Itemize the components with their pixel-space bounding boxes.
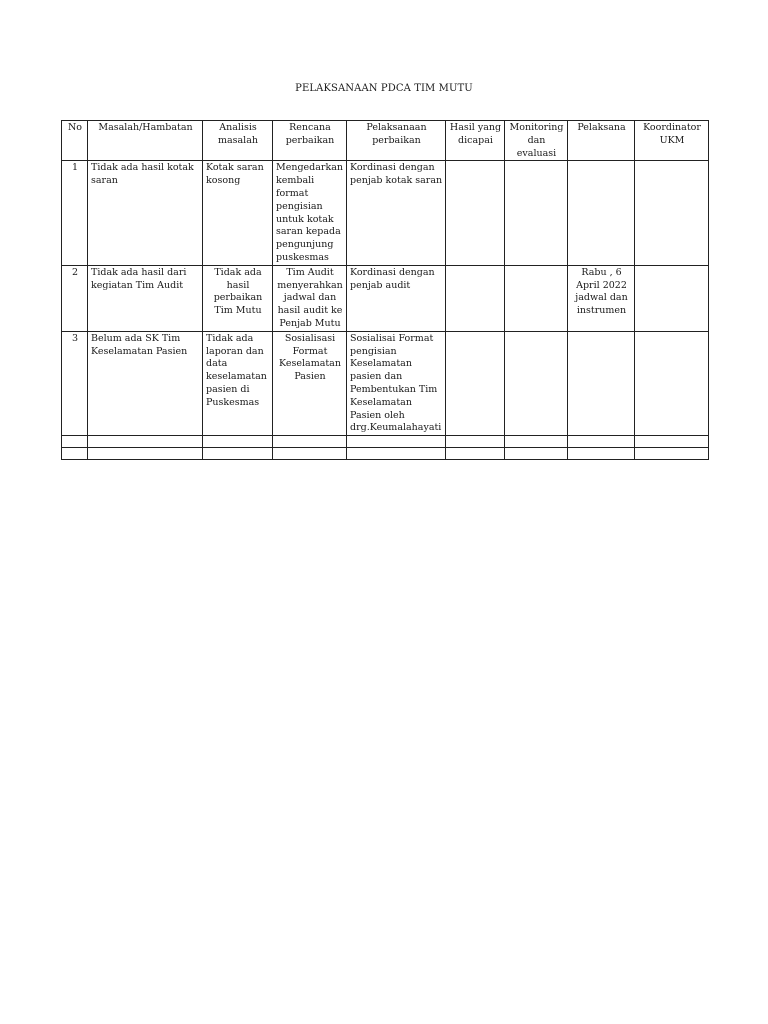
table-row <box>62 331 709 435</box>
cell-koordinator <box>635 161 709 265</box>
empty-row <box>62 436 709 448</box>
cell-masalah: Belum ada SK Tim Keselamatan Pasien <box>88 331 203 435</box>
cell-pelaksana <box>568 161 635 265</box>
cell-analisis: Tidak ada laporan dan data keselamatan pasien di Puskesmas <box>203 331 273 435</box>
cell-rencana: Mengedarkan kembali format pengisian untuk kotak saran kepada pengunjung puskesmas <box>273 161 347 265</box>
cell-monitoring <box>505 265 568 331</box>
cell-koordinator <box>635 265 709 331</box>
cell-no: 1 <box>62 161 88 265</box>
header-masalah: Masalah/Hambatan <box>88 121 203 161</box>
cell-koordinator <box>635 331 709 435</box>
cell-analisis: Kotak saran kosong <box>203 161 273 265</box>
empty-cell <box>446 448 505 460</box>
cell-masalah: Tidak ada hasil dari kegiatan Tim Audit <box>88 265 203 331</box>
cell-no: 2 <box>62 265 88 331</box>
header-pelaksana: Pelaksana <box>568 121 635 161</box>
cell-rencana: Sosialisasi Format Keselamatan Pasien <box>273 331 347 435</box>
cell-monitoring <box>505 331 568 435</box>
empty-cell <box>347 436 446 448</box>
empty-cell <box>62 436 88 448</box>
empty-cell <box>273 436 347 448</box>
table-row <box>62 265 709 331</box>
cell-hasil <box>446 331 505 435</box>
cell-no: 3 <box>62 331 88 435</box>
empty-row <box>62 448 709 460</box>
cell-analisis: Tidak ada hasil perbaikan Tim Mutu <box>203 265 273 331</box>
empty-cell <box>446 436 505 448</box>
empty-cell <box>88 436 203 448</box>
cell-pelaksanaan: Kordinasi dengan penjab kotak saran <box>347 161 446 265</box>
cell-pelaksana: Rabu , 6 April 2022 jadwal dan instrumen <box>568 265 635 331</box>
empty-cell <box>568 448 635 460</box>
empty-cell <box>62 448 88 460</box>
header-monitoring: Monitoring dan evaluasi <box>505 121 568 161</box>
empty-cell <box>347 448 446 460</box>
header-no: No <box>62 121 88 161</box>
empty-cell <box>568 436 635 448</box>
page-title: PELAKSANAAN PDCA TIM MUTU <box>295 83 473 94</box>
cell-hasil <box>446 161 505 265</box>
table-row <box>62 161 709 265</box>
cell-hasil <box>446 265 505 331</box>
table-header-row <box>62 121 709 161</box>
cell-masalah: Tidak ada hasil kotak saran <box>88 161 203 265</box>
header-koordinator: Koordinator UKM <box>635 121 709 161</box>
empty-cell <box>88 448 203 460</box>
header-rencana: Rencana perbaikan <box>273 121 347 161</box>
cell-pelaksanaan: Sosialisai Format pengisian Keselamatan pasien dan Pembentukan Tim Keselamatan Pasien oleh drg.Keumalahayati <box>347 331 446 435</box>
header-hasil: Hasil yang dicapai <box>446 121 505 161</box>
empty-cell <box>203 436 273 448</box>
empty-cell <box>273 448 347 460</box>
empty-cell <box>505 448 568 460</box>
pdca-table <box>61 120 709 460</box>
empty-cell <box>635 448 709 460</box>
cell-pelaksana <box>568 331 635 435</box>
cell-pelaksanaan: Kordinasi dengan penjab audit <box>347 265 446 331</box>
header-analisis: Analisis masalah <box>203 121 273 161</box>
empty-cell <box>505 436 568 448</box>
empty-cell <box>635 436 709 448</box>
header-pelaksanaan: Pelaksanaan perbaikan <box>347 121 446 161</box>
cell-monitoring <box>505 161 568 265</box>
empty-cell <box>203 448 273 460</box>
cell-rencana: Tim Audit menyerahkan jadwal dan hasil audit ke Penjab Mutu <box>273 265 347 331</box>
